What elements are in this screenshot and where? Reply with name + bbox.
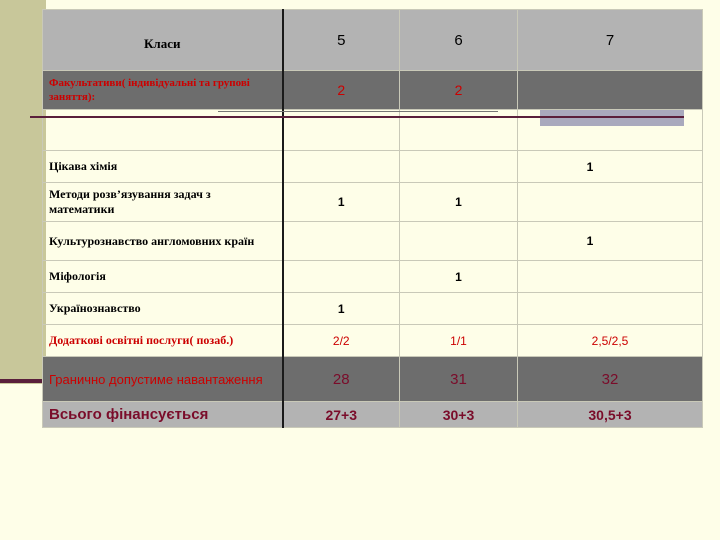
cell-grade-7: 1 bbox=[586, 159, 594, 174]
total-grade-7: 30,5+3 bbox=[518, 402, 703, 428]
facultative-grade-5: 2 bbox=[283, 71, 400, 110]
header-grade-5: 5 bbox=[283, 10, 400, 71]
header-grade-6: 6 bbox=[400, 10, 518, 71]
limit-grade-7: 32 bbox=[518, 357, 703, 402]
table-row bbox=[43, 293, 703, 325]
facultative-row bbox=[43, 71, 703, 110]
table-row bbox=[43, 151, 703, 183]
table-row bbox=[43, 261, 703, 293]
cell-grade-5 bbox=[283, 222, 400, 261]
header-grade-7: 7 bbox=[518, 10, 703, 71]
extra-grade-5: 2/2 bbox=[283, 325, 400, 357]
cell-grade-6 bbox=[400, 222, 518, 261]
cell-grade-5: 1 bbox=[283, 183, 400, 222]
cell-grade-5: 1 bbox=[283, 293, 400, 325]
total-grade-6: 30+3 bbox=[400, 402, 518, 428]
extra-services-row bbox=[43, 325, 703, 357]
total-label: Всього фінансується bbox=[43, 402, 283, 428]
cell-grade-6: 1 bbox=[400, 261, 518, 293]
facultative-grade-6: 2 bbox=[400, 71, 518, 110]
cell-grade-7 bbox=[518, 261, 703, 293]
row-label: Цікава хімія bbox=[43, 151, 283, 183]
accent-line bbox=[0, 379, 46, 383]
limit-row bbox=[43, 357, 703, 402]
cell-grade-7 bbox=[518, 293, 703, 325]
limit-grade-6: 31 bbox=[400, 357, 518, 402]
curriculum-table bbox=[42, 9, 703, 428]
left-decor-stripe bbox=[0, 0, 46, 384]
divider-line bbox=[218, 111, 498, 112]
extra-grade-7: 2,5/2,5 bbox=[518, 325, 703, 357]
table-row bbox=[43, 183, 703, 222]
facultative-grade-7 bbox=[518, 71, 703, 110]
row-label: Міфологія bbox=[43, 261, 283, 293]
cell-grade-5 bbox=[283, 261, 400, 293]
facultative-label: Факультативи( індивідуальні та групові заняття): bbox=[43, 71, 283, 110]
accent-cross-line bbox=[30, 116, 684, 118]
cell-grade-6 bbox=[400, 151, 518, 183]
header-row bbox=[43, 10, 703, 71]
extra-services-label: Додаткові освітні послуги( позаб.) bbox=[43, 325, 283, 357]
total-row bbox=[43, 402, 703, 428]
table-row bbox=[43, 222, 703, 261]
cell-grade-6: 1 bbox=[400, 183, 518, 222]
cell-grade-6 bbox=[400, 293, 518, 325]
extra-grade-6: 1/1 bbox=[400, 325, 518, 357]
row-label: Методи розв’язування задач з математики bbox=[43, 183, 283, 222]
row-label: Українознавство bbox=[43, 293, 283, 325]
grey-block bbox=[540, 110, 684, 126]
cell-grade-5 bbox=[283, 151, 400, 183]
limit-label: Гранично допустиме навантаження bbox=[43, 357, 283, 402]
total-grade-5: 27+3 bbox=[283, 402, 400, 428]
cell-grade-7: 1 bbox=[586, 234, 594, 248]
limit-grade-5: 28 bbox=[283, 357, 400, 402]
header-label: Класи bbox=[43, 10, 283, 71]
cell-grade-7 bbox=[518, 183, 703, 222]
row-label: Культурознавство англомовних країн bbox=[43, 222, 283, 261]
